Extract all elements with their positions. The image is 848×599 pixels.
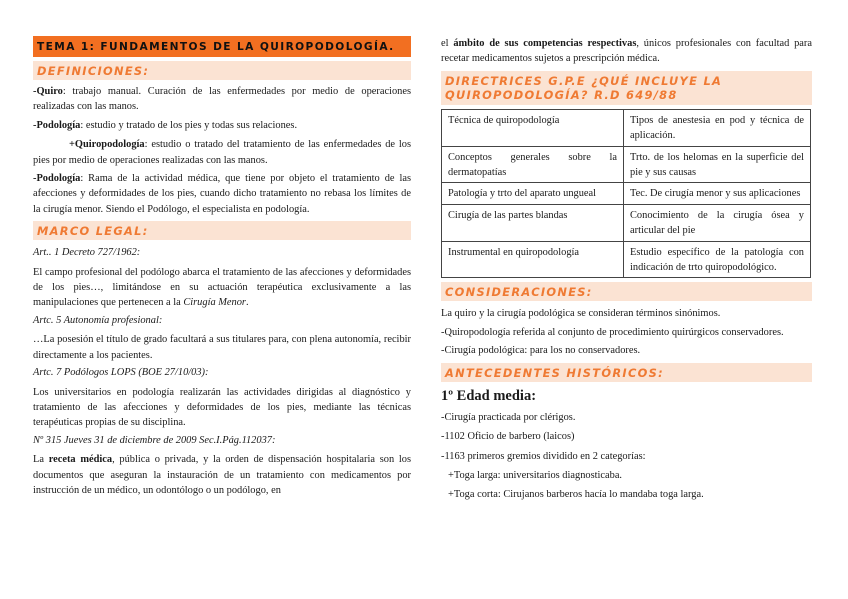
marco-legal-heading: MARCO LEGAL: [33,221,411,240]
table-row [442,241,811,278]
para-autonomia: …La posesión el título de grado facultará a sus titulares para, con plena autonomía, recibir directamente a los pacientes. [33,334,411,361]
consid-line-3: -Cirugía podológica: para los no conservadores. [441,345,641,357]
consideraciones-heading: CONSIDERACIONES: [441,282,812,301]
antecedente-item: +Toga corta: Cirujanos barberos hacía lo mandaba toga larga. [448,489,704,501]
table-cell: Instrumental en quiropodología [442,241,624,278]
consid-line-2: -Quiropodología referida al conjunto de procedimiento quirúrgicos conservadores. [441,326,784,338]
citation-lops: Artc. 7 Podólogos LOPS (BOE 27/10/03): [33,367,209,379]
citation-autonomia: Artc. 5 Autonomía profesional: [33,314,163,326]
chapter-title: TEMA 1: FUNDAMENTOS DE LA QUIROPODOLOGÍA. [33,36,411,57]
para-lops: Los universitarios en podología realizarán las actividades dirigidas al diagnóstico y tratamiento de las afecciones y deformidades de los pies, mediante las técnicas terapéuticas propias de su disciplina. [33,386,411,429]
definiciones-heading: DEFINICIONES: [33,61,411,80]
para-continuation: el ámbito de sus competencias respectivas, únicos profesionales con facultad para recetar medicamentos sujetos a prescripción médica. [441,38,812,65]
table-row [442,109,811,146]
para-receta: La receta médica, pública o privada, y la orden de dispensación hospitalaria son los documentos que aseguran la instauración de un tratamiento con medicamentos por instrucción de un médico, un odontólogo o un podólogo, en [33,454,411,496]
consid-line-1: La quiro y la cirugía podológica se consideran términos sinónimos. [441,308,721,320]
antecedente-item: -Cirugía practicada por clérigos. [441,411,576,423]
antecedente-item: +Toga larga: universitarios diagnosticaba. [448,469,623,481]
table-row [442,146,811,183]
table-row [442,204,811,241]
table-cell: Técnica de quiropodología [442,109,624,146]
citation-decreto: Art.. 1 Decreto 727/1962: [33,247,141,259]
def-podologia-1: -Podología: estudio y tratado de los pies y todas sus relaciones. [33,119,298,131]
table-cell: Cirugía de las partes blandas [442,204,624,241]
table-cell: Estudio específico de la patología con indicación de trto quiropodológico. [624,241,811,278]
directrices-table [441,109,811,279]
left-column [33,0,411,498]
antecedente-item: -1163 primeros gremios dividido en 2 categorías: [441,450,646,462]
table-cell: Conocimiento de la cirugía ósea y articular del pie [624,204,811,241]
table-cell: Tipos de anestesia en pod y técnica de aplicación. [624,109,811,146]
edad-media-subheading: 1º Edad media: [441,387,537,404]
citation-boe: Nº 315 Jueves 31 de diciembre de 2009 Sec.I.Pág.112037: [33,434,276,446]
antecedente-item: -1102 Oficio de barbero (laicos) [441,431,575,443]
antecedentes-heading: ANTECEDENTES HISTÓRICOS: [441,363,812,382]
table-cell: Trto. de los helomas en la superficie del pie y sus causas [624,146,811,183]
directrices-heading: DIRECTRICES G.P.E ¿QUÉ INCLUYE LA QUIROPODOLOGÍA? R.D 649/88 [441,71,812,105]
table-row [442,183,811,204]
table-cell: Conceptos generales sobre la dermatopatías [442,146,624,183]
table-cell: Patología y trto del aparato ungueal [442,183,624,204]
right-column [441,0,812,503]
table-cell: Tec. De cirugía menor y sus aplicaciones [624,183,811,204]
def-podologia-2: -Podología: Rama de la actividad médica, que tiene por objeto el tratamiento de las afecciones y deformidades de los pies, cuando dicho tratamiento no rebasa los límites de la cirugía menor. Siendo el Podólogo, el especialista en podología. [33,173,411,215]
para-campo-profesional: El campo profesional del podólogo abarca el tratamiento de las afecciones y deformidades de los pies…, limitándose en su actuación terapéutica exclusivamente a las manipulaciones que pertenecen a la Cirugía Menor. [33,266,411,309]
def-quiropodologia: +Quiropodología: estudio o tratado del tratamiento de las enfermedades de los pies por medio de operaciones realizadas con las manos. [33,139,411,166]
def-quiro: -Quiro: trabajo manual. Curación de las enfermedades por medio de operaciones realizadas con las manos. [33,86,411,113]
